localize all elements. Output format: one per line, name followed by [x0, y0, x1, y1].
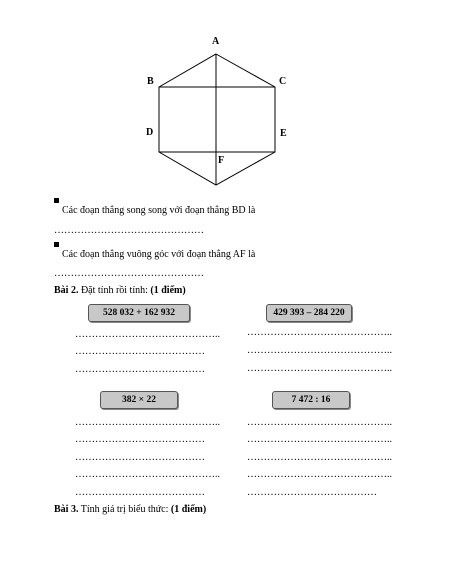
question-1-text: Các đoạn thẳng song song với đoạn thẳng BD là [62, 205, 256, 216]
vertex-label-e: E [280, 128, 287, 139]
bai3-label: Bài 3. [54, 504, 79, 515]
answer-dot-line: ………………………………… [75, 364, 205, 375]
answer-dot-line: …………………………………….. [247, 469, 392, 480]
bullet-icon [54, 242, 59, 247]
vertex-label-a: A [212, 36, 220, 47]
answer-dot-line: …………………………………….. [247, 327, 392, 338]
bai3-heading [54, 504, 206, 516]
hexagon-outline [159, 54, 275, 185]
answer-dot-line: ………………………………… [75, 434, 205, 445]
problem-box-3: 382 × 22 [100, 391, 178, 409]
vertex-label-d: D [146, 127, 154, 138]
bai2-label: Bài 2. [54, 285, 79, 296]
bai2-heading [54, 285, 186, 297]
answer-dot-line: …………………………………….. [247, 452, 392, 463]
problem-box-4: 7 472 : 16 [272, 391, 350, 409]
question-2-answer-line: ……………………………………… [54, 268, 204, 279]
question-1-answer-line: ……………………………………… [54, 225, 204, 236]
answer-dot-line: …………………………………….. [75, 329, 220, 340]
problem-box-1: 528 032 + 162 932 [88, 304, 190, 322]
answer-dot-line: ………………………………… [75, 452, 205, 463]
vertex-label-b: B [147, 76, 154, 87]
vertex-label-f: F [218, 155, 225, 166]
answer-dot-line: …………………………………….. [247, 434, 392, 445]
answer-dot-line: …………………………………….. [247, 417, 392, 428]
bai3-score: (1 điểm) [170, 504, 207, 515]
answer-dot-line: ………………………………… [247, 487, 377, 498]
answer-dot-line: ………………………………… [75, 487, 205, 498]
question-2-text: Các đoạn thẳng vuông góc với đoạn thẳng AF là [62, 249, 256, 260]
bai2-instruction: Đặt tính rồi tính: [78, 285, 151, 296]
answer-dot-line: …………………………………….. [247, 345, 392, 356]
hexagon-figure [0, 0, 450, 200]
answer-dot-line: ………………………………… [75, 346, 205, 357]
answer-dot-line: …………………………………….. [75, 469, 220, 480]
answer-dot-line: …………………………………….. [75, 417, 220, 428]
answer-dot-line: …………………………………….. [247, 363, 392, 374]
bai2-score: (1 điểm) [150, 285, 186, 296]
bullet-icon [54, 198, 59, 203]
bai3-instruction: Tính giá trị biểu thức: [78, 504, 171, 515]
vertex-label-c: C [279, 76, 287, 87]
problem-box-2: 429 393 – 284 220 [266, 304, 352, 322]
